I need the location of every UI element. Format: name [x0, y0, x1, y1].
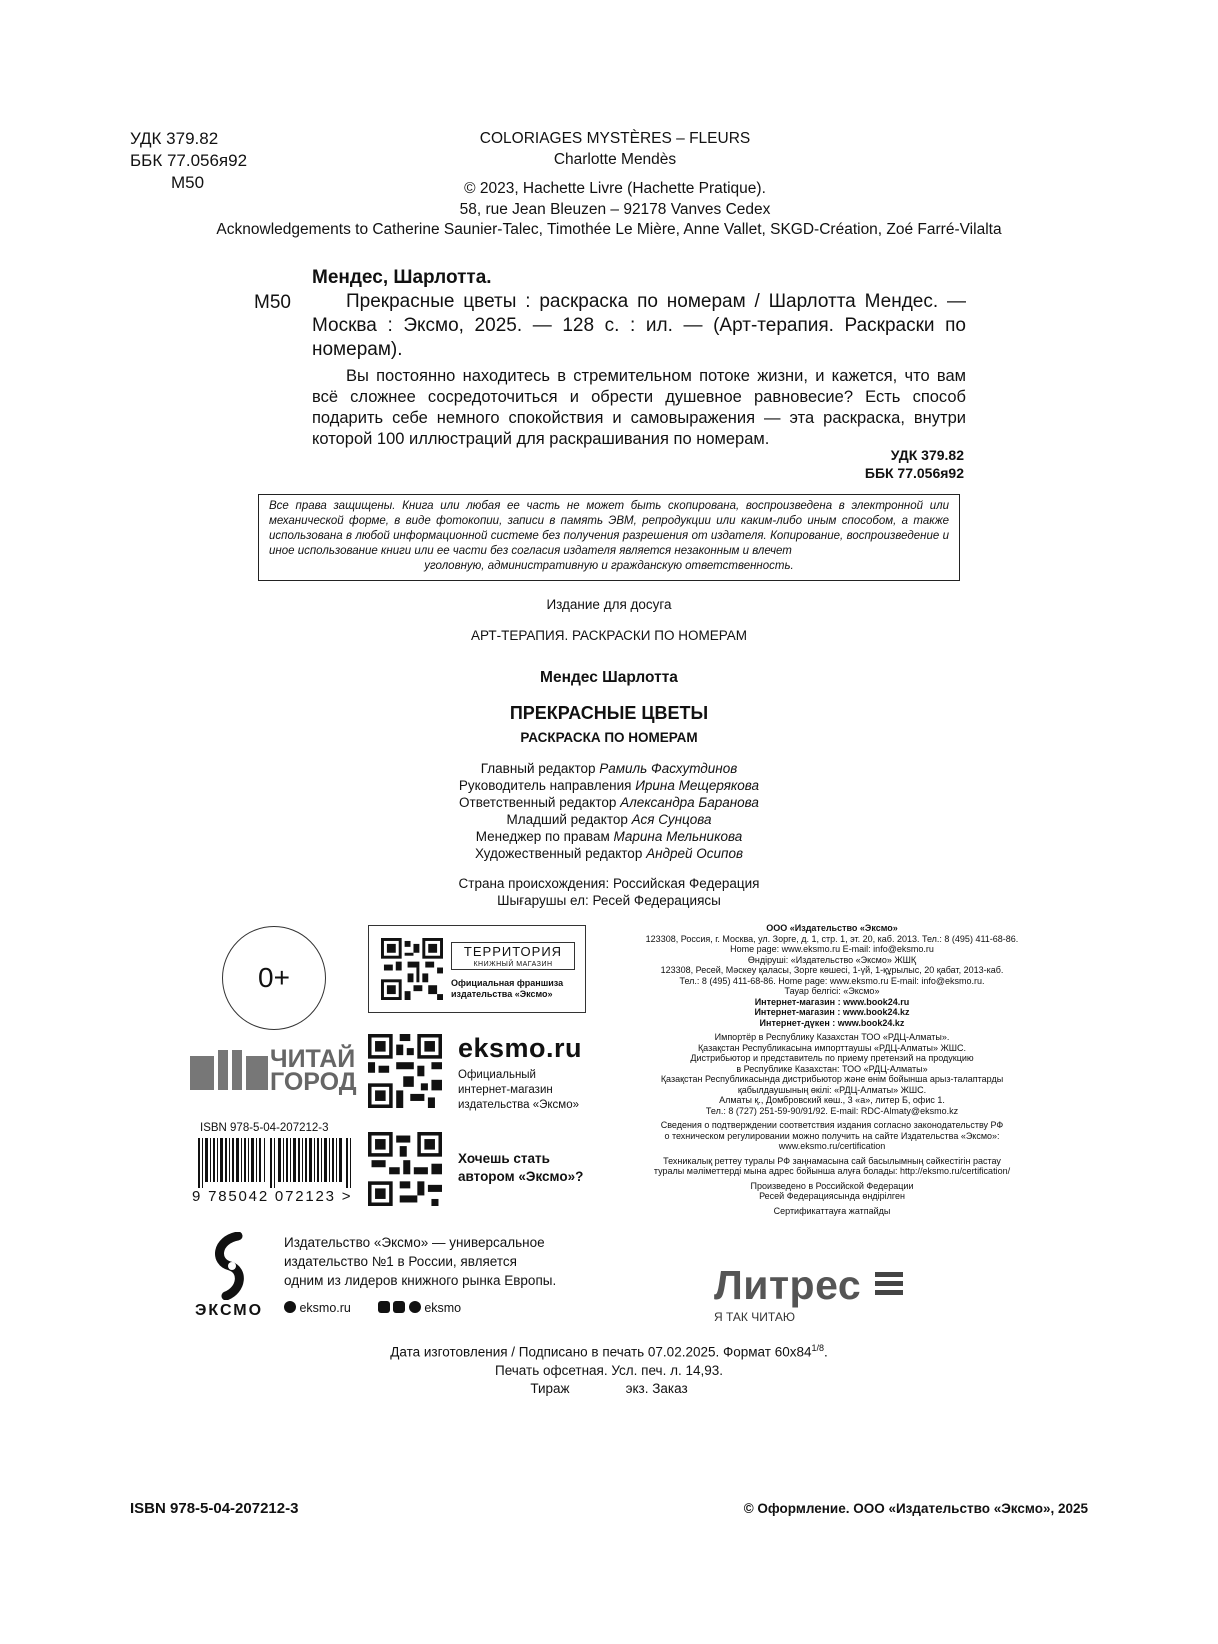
catalog-classification [865, 446, 964, 482]
edition-title: ПРЕКРАСНЫЕ ЦВЕТЫ [509, 703, 709, 723]
catalog-author: Мендес, Шарлотта. [312, 267, 492, 288]
vk-icon [378, 1301, 390, 1313]
publisher-info-line: Техникалық реттеу туралы РФ заңнамасына сай басылымның сәйкестігін растау [663, 1155, 1001, 1166]
staff-line: Руководитель направления Ирина Мещерякова [458, 778, 760, 793]
publisher-info-line: Дистрибьютор и представитель по приему претензий на продукцию [690, 1053, 974, 1063]
eksmo-shop-qr-icon [368, 1034, 442, 1108]
eksmo-shop-caption: Официальный интернет-магазин издательства «Эксмо» [458, 1069, 580, 1111]
publisher-info-line: www.eksmo.ru/certification [778, 1141, 886, 1151]
litres-tagline: Я ТАК ЧИТАЮ [714, 1310, 795, 1324]
territory-franchise-block [368, 925, 586, 1013]
publisher-info-line: ООО «Издательство «Эксмо» [766, 923, 898, 933]
publisher-info-line: қабылдаушының өкілі: «РДЦ-Алматы» ЖШС. [737, 1084, 927, 1095]
chitai-gorod-logo-icon [190, 1050, 268, 1092]
original-author: Charlotte Mendès [553, 151, 677, 168]
print-line-3: Тираж экз. Заказ [530, 1380, 688, 1396]
catalog-description: Прекрасные цветы : раскраска по номерам / Шарлотта Мендес. — Москва : Эксмо, 2025. — 128 с. : ил. — (Арт-терапия. Раскраски по номерам). [312, 291, 966, 360]
eksmo-social-link[interactable]: eksmo [424, 1301, 462, 1315]
publisher-info-line: в Республике Казахстан: ТОО «РДЦ-Алматы» [736, 1063, 928, 1074]
edition-subtitle: РАСКРАСКА ПО НОМЕРАМ [520, 730, 698, 745]
publisher-info-line: Интернет-магазин : www.book24.ru [754, 996, 910, 1007]
barcode-icon [198, 1138, 354, 1188]
publisher-info-line: Қазақстан Республикасына импорттаушы «РДЦ-Алматы» ЖШС. [697, 1042, 967, 1053]
publisher-info-line: туралы мәліметтерді мына адрес бойынша алуға болады: http://eksmo.ru/certification/ [653, 1166, 1011, 1176]
age-rating-badge: 0+ [222, 926, 326, 1030]
original-address: 58, rue Jean Bleuzen – 92178 Vanves Cedex [459, 201, 771, 218]
territory-caption: Официальная франшиза издательства «Эксмо» [451, 978, 564, 999]
original-title: COLORIAGES MYSTÈRES – FLEURS [479, 130, 751, 147]
publisher-info-line: о техническом регулировании можно получить на сайте Издательства «Эксмо»: [664, 1130, 1000, 1141]
rights-text-last: уголовную, административную и гражданскую ответственность. [424, 560, 794, 572]
acknowledgements: Acknowledgements to Catherine Saunier-Talec, Timothée Le Mière, Anne Vallet, SKGD-Création, Zoé Farré-Vilalta [216, 221, 1002, 238]
publisher-info-line: Home page: www.eksmo.ru E-mail: info@eksmo.ru [730, 944, 934, 954]
publisher-info-line: Интернет-дүкен : www.book24.kz [759, 1017, 905, 1028]
telegram-icon [409, 1301, 421, 1313]
eksmo-site-logo: eksmo.ru [458, 1033, 583, 1063]
publisher-info-line: Сведения о подтверждении соответствия издания согласно законодательству РФ [660, 1120, 1004, 1130]
publisher-info-line: 123308, Россия, г. Москва, ул. Зорге, д. 1, стр. 1, эт. 20, каб. 2013. Тел.: 8 (495) 411-68-86. [645, 933, 1019, 944]
staff-line: Главный редактор Рамиль Фасхутдинов [480, 761, 738, 776]
staff-list [0, 760, 1218, 862]
chitai-gorod-wordmark: ЧИТАЙ ГОРОД [270, 1045, 357, 1096]
video-icon [393, 1301, 405, 1313]
menu-lines-icon [875, 1272, 903, 1295]
publisher-info [632, 923, 1032, 1216]
publisher-info-line: Ресей Федерациясында өндірілген [759, 1191, 905, 1201]
publisher-info-line: Импортёр в Республику Казахстан ТОО «РДЦ-Алматы». [714, 1032, 950, 1042]
globe-icon [284, 1301, 296, 1313]
print-info [0, 1339, 1218, 1398]
barcode-digits: 9 785042 072123 > [192, 1188, 353, 1205]
edition-author: Мендес Шарлотта [540, 669, 678, 686]
catalog-udk: УДК 379.82 [890, 447, 964, 463]
footer-isbn: ISBN 978-5-04-207212-3 [130, 1500, 299, 1517]
publisher-info-line: Тел.: 8 (495) 411-68-86. Home page: www.eksmo.ru E-mail: info@eksmo.ru. [679, 975, 985, 986]
staff-line: Художественный редактор Андрей Осипов [474, 846, 744, 861]
edition-type: Издание для досуга [546, 597, 672, 612]
barcode-isbn: ISBN 978-5-04-207212-3 [200, 1122, 329, 1134]
publisher-info-line: Сертификаттауға жатпайды [773, 1205, 891, 1216]
eksmo-links [284, 1301, 461, 1315]
rights-notice [258, 494, 960, 581]
publisher-info-line: Произведено в Российской Федерации [750, 1180, 914, 1191]
territory-logo: ТЕРРИТОРИЯ КНИЖНЫЙ МАГАЗИН [451, 942, 575, 970]
publisher-info-line: 123308, Ресей, Мәскеу қаласы, Зорге көшесі, 1-үй, 1-құрылыс, 20 қабат, 2013-каб. [660, 965, 1004, 975]
origin-country-kz: Шығарушы ел: Ресей Федерациясы [497, 893, 721, 908]
print-line-2: Печать офсетная. Усл. печ. л. 14,93. [495, 1362, 723, 1378]
print-line-1: Дата изготовления / Подписано в печать 07.02.2025. Формат $60x84^{1/8}$. [390, 1343, 828, 1360]
catalog-annotation: Вы постоянно находитесь в стремительном потоке жизни, и кажется, что вам всё сложнее сосредоточиться и обрести душевное равновесие? Есть способ подарить себе немного спокойствия и самовыражения — эта раскраска, внутри которой 100 иллюстраций для раскрашивания по номерам. [312, 367, 966, 448]
bbk-code: ББК 77.056я92 [130, 151, 248, 170]
publisher-info-line: Қазақстан Республикасында дистрибьютор және өнім бойынша арыз-талаптарды [660, 1074, 1004, 1084]
udk-block [130, 128, 247, 194]
publisher-info-line: Тауар белгісі: «Эксмо» [784, 986, 880, 996]
become-author-qr-icon [368, 1132, 442, 1206]
eksmo-wordmark: ЭКСМО [195, 1302, 264, 1319]
publisher-info-line: Интернет-магазин : www.book24.kz [754, 1007, 910, 1017]
staff-line: Ответственный редактор Александра Баранова [459, 795, 759, 810]
udk-code: УДК 379.82 [130, 129, 219, 148]
staff-line: Младший редактор Ася Сунцова [506, 812, 712, 827]
author-mark: М50 [171, 173, 205, 192]
series-name: АРТ-ТЕРАПИЯ. РАСКРАСКИ ПО НОМЕРАМ [470, 628, 748, 643]
publisher-info-line: Тел.: 8 (727) 251-59-90/91/92. E-mail: RDC-Almaty@eksmo.kz [705, 1105, 959, 1116]
catalog-bbk: ББК 77.056я92 [864, 465, 964, 481]
publisher-info-line: Алматы қ., Домбровский көш., 3 «а», литер Б, офис 1. [719, 1095, 945, 1105]
litres-logo: Литрес [714, 1262, 903, 1309]
qr-code-icon [381, 938, 443, 1000]
staff-line: Менеджер по правам Марина Мельникова [475, 829, 743, 844]
rights-text: Все права защищены. Книга или любая ее часть не может быть скопирована, воспроизведена в электронной или механической форме, в виде фотокопии, записи в память ЭВМ, репродукции или каким-либо иным способом, а также использована в любой информационной системе без получения разрешения от издателя. Копирование, воспроизведение и иное использование книги или ее части без согласия издателя является незаконным и влечет [269, 500, 949, 557]
eksmo-emblem-icon [208, 1232, 256, 1300]
original-edition-info [430, 128, 800, 220]
original-copyright: © 2023, Hachette Livre (Hachette Pratique). [464, 180, 766, 197]
footer-copyright: © Оформление. ООО «Издательство «Эксмо», 2025 [743, 1501, 1088, 1516]
catalog-code: М50 [254, 292, 291, 313]
eksmo-description: Издательство «Эксмо» — универсальное издательство №1 в России, является одним из лидеров книжного рынка Европы. [284, 1235, 557, 1288]
publisher-info-line: Өндіруші: «Издательство «Эксмо» ЖШҚ [747, 954, 917, 965]
become-author-caption: Хочешь стать автором «Эксмо»? [458, 1151, 584, 1184]
origin-country: Страна происхождения: Российская Федерация [458, 876, 760, 891]
eksmo-site-link[interactable]: eksmo.ru [299, 1301, 351, 1315]
